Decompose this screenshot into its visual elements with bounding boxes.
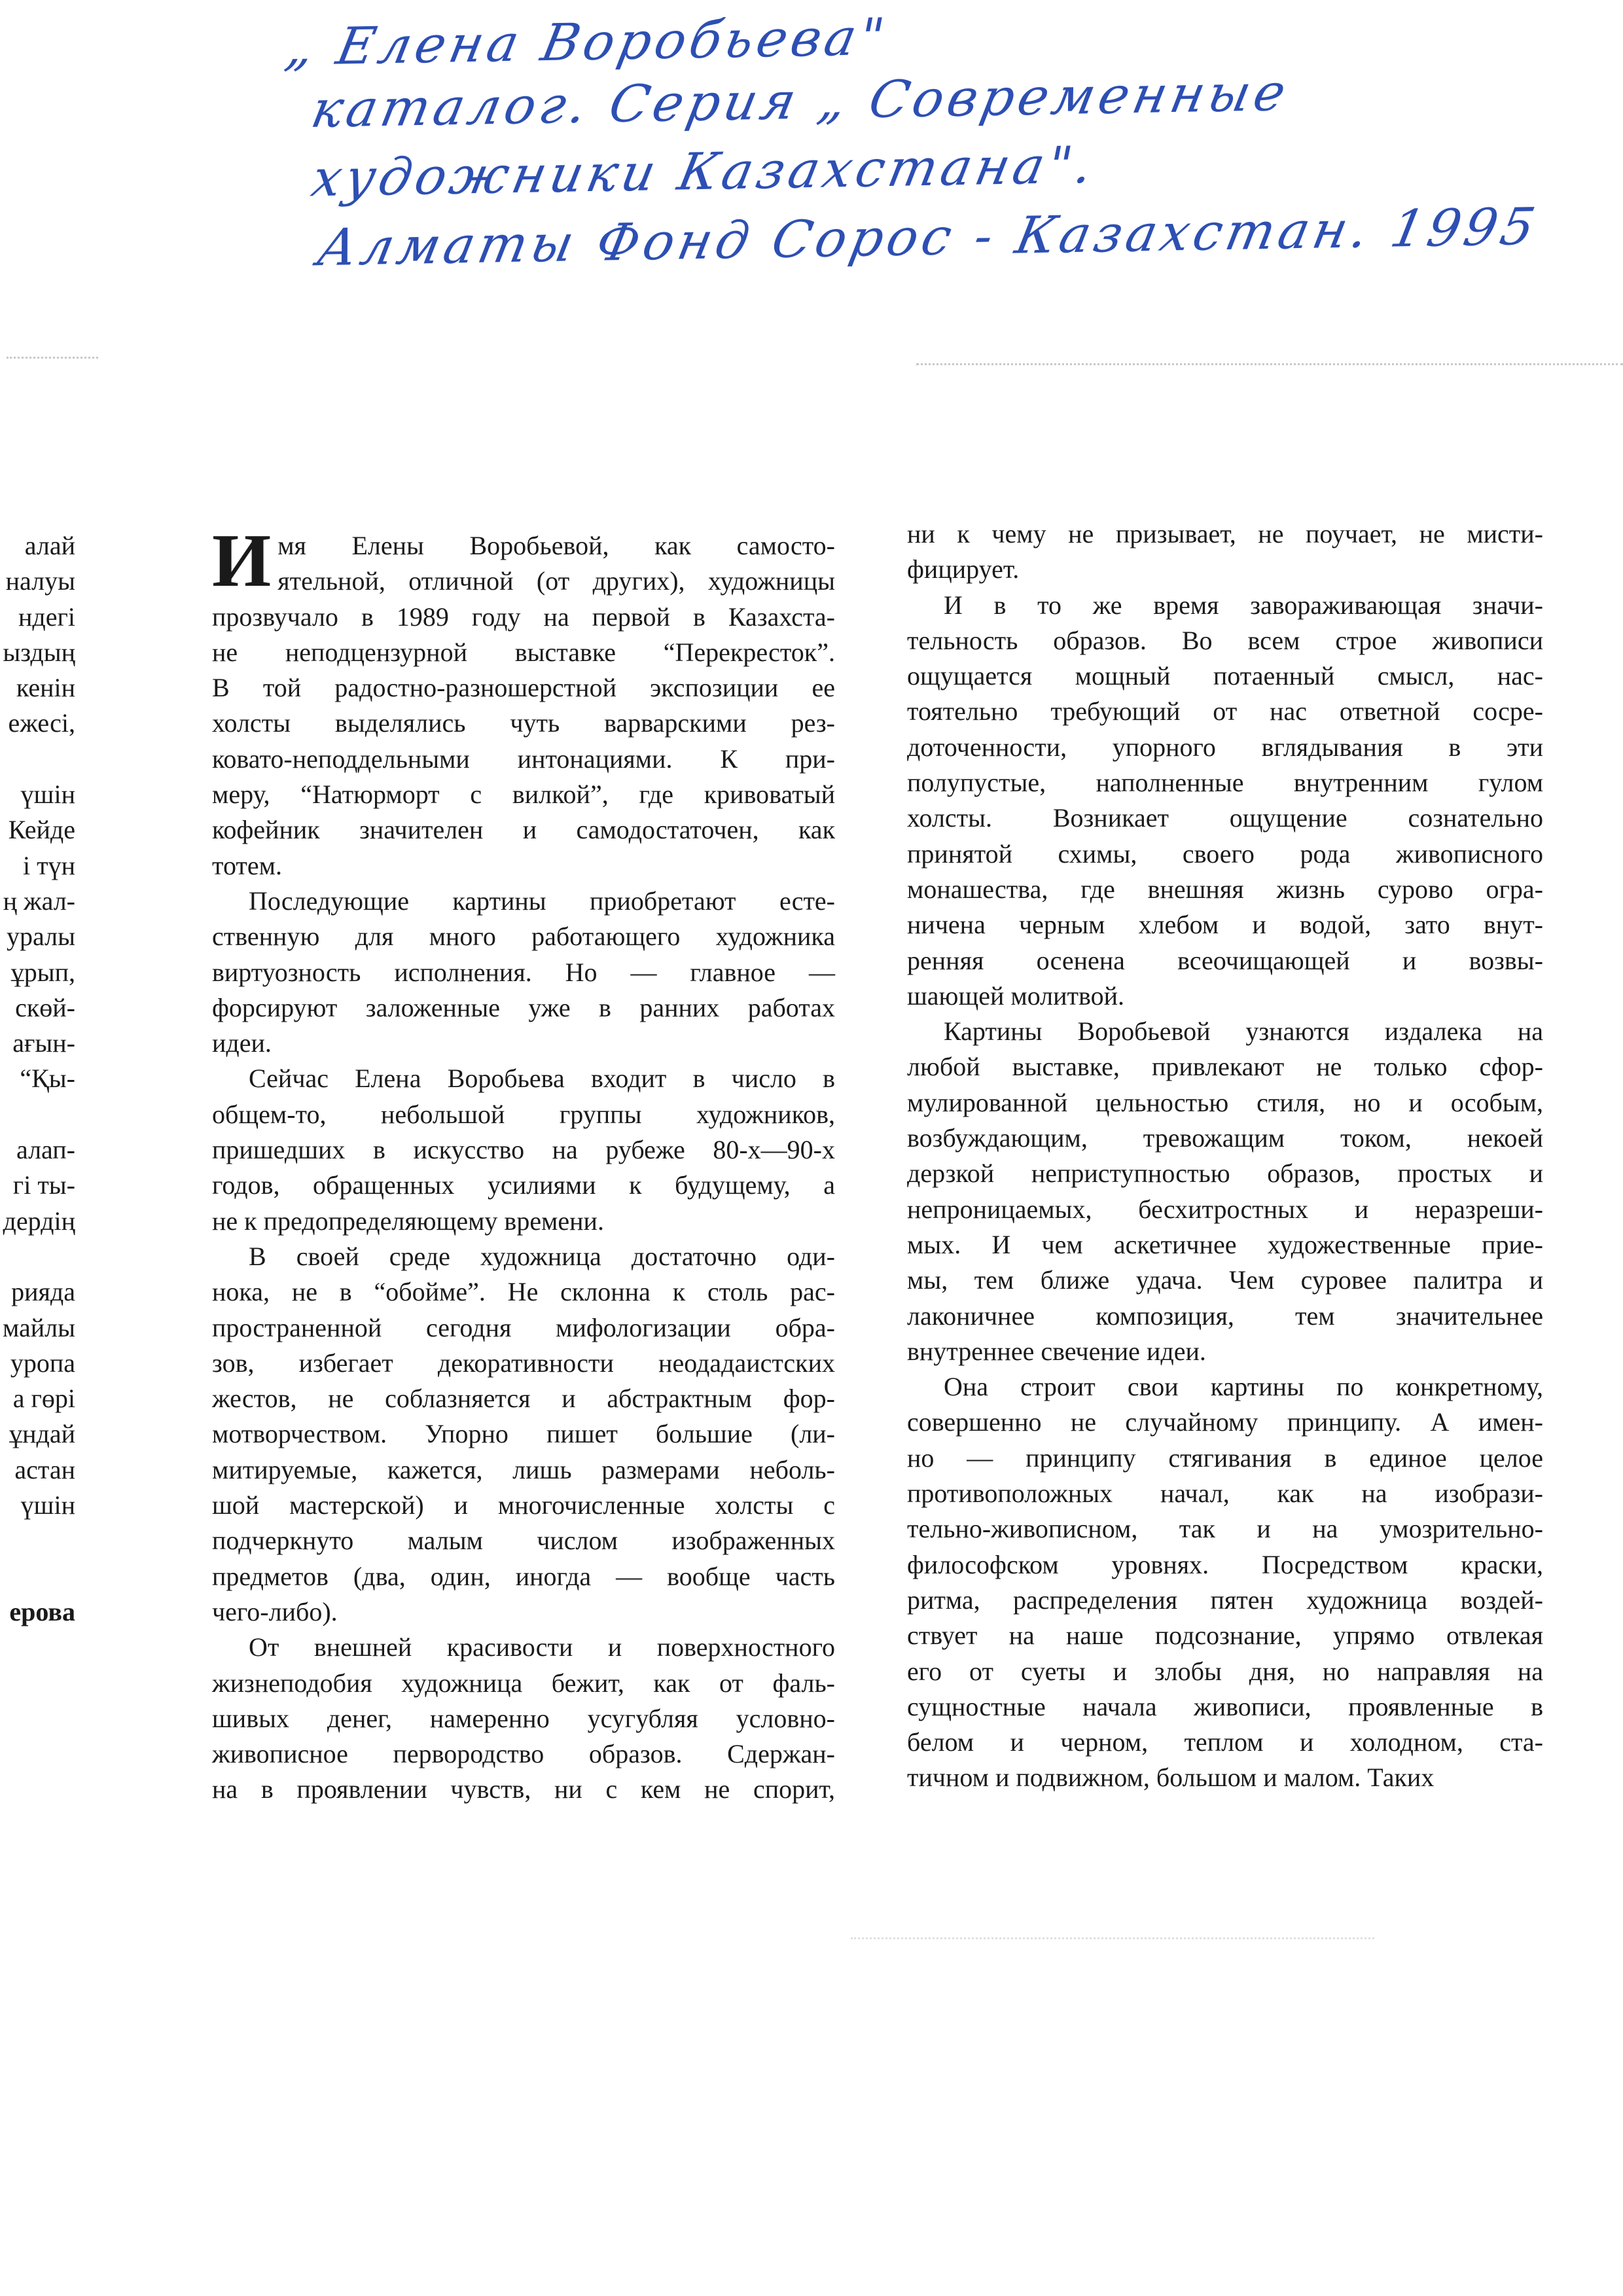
fragment-line: скөй- (15, 992, 75, 1022)
fragment-line (0, 742, 75, 777)
fragment-line: ндегі (18, 601, 75, 632)
text-line: И в то же время завораживающая значи- (944, 590, 1543, 620)
text-line: на в проявлении чувств, ни с кем не спорит, (212, 1774, 835, 1804)
fragment-line: алап- (16, 1135, 75, 1165)
drop-cap: И (212, 519, 272, 603)
text-line: не неподцензурной выставке “Перекресток”. (212, 637, 835, 667)
text-line: любой выставке, привлекают не только сфор- (907, 1052, 1543, 1082)
text-line: доточенности, упорного вглядывания в эти (907, 732, 1543, 762)
fragment-line (0, 1239, 75, 1274)
text-line: жестов, не соблазняется и абстрактным фор- (212, 1384, 835, 1414)
text-line: белом и черном, теплом и холодном, ста- (907, 1727, 1543, 1757)
text-line: принятой схимы, своего рода живописного (907, 838, 1543, 869)
text-line: ни к чему не призывает, не поучает, не мисти- (907, 519, 1543, 548)
text-line: монашества, где внешняя жизнь сурово огра- (907, 874, 1543, 904)
scan-speckle (916, 363, 1623, 365)
text-line: его от суеты и злобы дня, но направляя на (907, 1656, 1543, 1686)
paragraph (212, 884, 835, 1061)
fragment-line: ерова (9, 1596, 75, 1626)
text-line: кофейник значителен и самодостаточен, как (212, 815, 835, 845)
text-line: мулированной цельностью стиля, но и особым, (907, 1087, 1543, 1117)
fragment-line (0, 1523, 75, 1558)
text-line: но — принципу стягивания в единое целое (907, 1443, 1543, 1473)
text-line: Картины Воробьевой узнаются издалека на (944, 1016, 1543, 1047)
text-line: холсты. Возникает ощущение сознательно (907, 803, 1543, 833)
text-line: прозвучало в 1989 году на первой в Казахста- (212, 601, 835, 632)
text-line: В своей среде художница достаточно оди- (249, 1241, 835, 1271)
text-line: тельно-живописном, так и на умозрительно- (907, 1514, 1543, 1544)
text-line: жизнеподобия художница бежит, как от фаль- (212, 1668, 835, 1698)
handwritten-line: каталог. Серия „ Современные (306, 63, 1294, 139)
text-line: общем-то, небольшой группы художников, (212, 1099, 835, 1129)
adjacent-page-fragment (0, 528, 75, 1630)
text-line: форсируют заложенные уже в ранних работах (212, 992, 835, 1022)
text-line: холсты выделялись чуть варварскими рез- (212, 708, 835, 738)
text-line: ствует на наше подсознание, упрямо отвлекая (907, 1621, 1543, 1651)
fragment-line: Кейде (8, 815, 75, 845)
fragment-line: “Қы- (20, 1064, 75, 1094)
fragment-line: рияда (11, 1277, 75, 1307)
fragment-line: ежесі, (8, 708, 75, 738)
text-line: ощущается мощный потаенный смысл, нас- (907, 661, 1543, 691)
text-line: внутреннее свечение идеи. (907, 1336, 1206, 1366)
text-line: пространенной сегодня мифологизации обра- (212, 1312, 835, 1342)
fragment-line: ұндай (9, 1419, 75, 1449)
paragraph (212, 519, 835, 884)
text-line: ковато-неподдельными интонациями. К при- (212, 744, 835, 774)
text-line: мых. И чем аскетичнее художественные прие- (907, 1229, 1543, 1259)
text-line: мы, тем ближе удача. Чем суровее палитра и (907, 1265, 1543, 1295)
scan-speckle (851, 1937, 1374, 1939)
fragment-line: ң жал- (3, 886, 75, 916)
text-line: Она строит свои картины по конкретному, (944, 1372, 1543, 1402)
text-line: не к предопределяющему времени. (212, 1206, 604, 1236)
text-line: сущностные начала живописи, проявленные в (907, 1691, 1543, 1721)
text-line: ственную для много работающего художника (212, 922, 835, 952)
fragment-line: уропа (10, 1348, 75, 1378)
text-line: живописное первородство образов. Сдержан- (212, 1739, 835, 1769)
text-line: Последующие картины приобретают есте- (249, 886, 835, 916)
text-line: митируемые, кажется, лишь размерами неболь- (212, 1454, 835, 1484)
text-line: ритма, распределения пятен художница воздей- (907, 1585, 1543, 1615)
text-line: меру, “Натюрморт с вилкой”, где кривоватый (212, 780, 835, 810)
text-line: ятельной, отличной (от других), художницы (277, 566, 835, 596)
fragment-line: кенін (16, 673, 75, 703)
text-line: виртуозность исполнения. Но — главное — (212, 957, 835, 987)
article-column-1 (212, 519, 835, 1808)
text-line: ренняя осенена всеочищающей и возвы- (907, 945, 1543, 975)
paragraph (907, 588, 1543, 1014)
fragment-line: үшін (20, 1490, 75, 1520)
fragment-line: ұрып, (10, 957, 75, 987)
text-line: дерзкой неприступностью образов, простых и (907, 1158, 1543, 1189)
fragment-line: і түн (23, 850, 75, 880)
text-line: лаконичнее композиция, тем значительнее (907, 1300, 1543, 1331)
scan-speckle (7, 357, 98, 359)
fragment-line: астан (14, 1454, 75, 1484)
paragraph (907, 516, 1543, 588)
article-column-2 (907, 516, 1543, 1796)
text-line: нока, не в “обойме”. Не склонна к столь рас- (212, 1277, 835, 1307)
text-line: зов, избегает декоративности неодадаистских (212, 1348, 835, 1378)
text-line: чего-либо). (212, 1596, 338, 1626)
fragment-line: алай (24, 531, 75, 560)
paragraph (907, 1014, 1543, 1369)
fragment-line: гі ты- (12, 1170, 75, 1200)
text-line: противоположных начал, как на изобрази- (907, 1479, 1543, 1509)
text-line: тичном и подвижном, большом и малом. Таких (907, 1763, 1435, 1793)
text-line: мотворчеством. Упорно пишет большие (ли- (212, 1419, 835, 1449)
paragraph (212, 1239, 835, 1630)
fragment-line: а гөрі (12, 1384, 75, 1414)
handwritten-line: Алматы Фонд Сорос - Казахстан. 1995 (312, 197, 1544, 278)
text-line: идеи. (212, 1028, 272, 1058)
text-line: В той радостно-разношерстной экспозиции ее (212, 673, 835, 703)
text-line: шивых денег, намеренно усугубляя условно- (212, 1703, 835, 1733)
handwritten-note (0, 0, 1623, 340)
text-line: философском уровнях. Посредством краски, (907, 1549, 1543, 1579)
fragment-line: уралы (7, 922, 75, 952)
text-line: полупустые, наполненные внутренним гулом (907, 768, 1543, 798)
text-line: ничена черным хлебом и водой, зато внут- (907, 910, 1543, 940)
text-line: пришедших в искусство на рубеже 80-х—90-х (212, 1135, 835, 1165)
text-line: непроницаемых, бесхитростных и неразреши- (907, 1194, 1543, 1224)
fragment-line: ағын- (12, 1028, 75, 1058)
text-line: тельность образов. Во всем строе живописи (907, 625, 1543, 655)
fragment-line: налуы (5, 566, 75, 596)
text-line: шающей молитвой. (907, 980, 1125, 1011)
handwritten-line: „ Елена Воробьева" (281, 8, 893, 77)
text-line: предметов (два, один, иногда — вообще часть (212, 1561, 835, 1591)
fragment-line (0, 1559, 75, 1594)
handwritten-line: художники Казахстана". (307, 135, 1102, 209)
text-line: Сейчас Елена Воробьева входит в число в (249, 1064, 835, 1094)
text-line: фицирует. (907, 554, 1020, 584)
text-line: тотем. (212, 850, 282, 880)
text-line: шой мастерской) и многочисленные холсты с (212, 1490, 835, 1520)
fragment-line (0, 1097, 75, 1132)
paragraph (212, 1630, 835, 1807)
fragment-line: ыздың (3, 637, 75, 667)
paragraph (907, 1369, 1543, 1796)
text-line: мя Елены Воробьевой, как самосто- (277, 531, 835, 560)
paragraph (212, 1061, 835, 1238)
fragment-line: майлы (2, 1312, 75, 1342)
text-line: возбуждающим, тревожащим током, некоей (907, 1123, 1543, 1153)
text-line: совершенно не случайному принципу. А имен- (907, 1407, 1543, 1437)
fragment-line: дердің (3, 1206, 75, 1236)
text-line: подчеркнуто малым числом изображенных (212, 1526, 835, 1556)
text-line: От внешней красивости и поверхностного (249, 1632, 835, 1662)
text-line: годов, обращенных усилиями к будущему, а (212, 1170, 835, 1200)
fragment-line: үшін (20, 780, 75, 810)
text-line: тоятельно требующий от нас ответной сосре- (907, 696, 1543, 726)
